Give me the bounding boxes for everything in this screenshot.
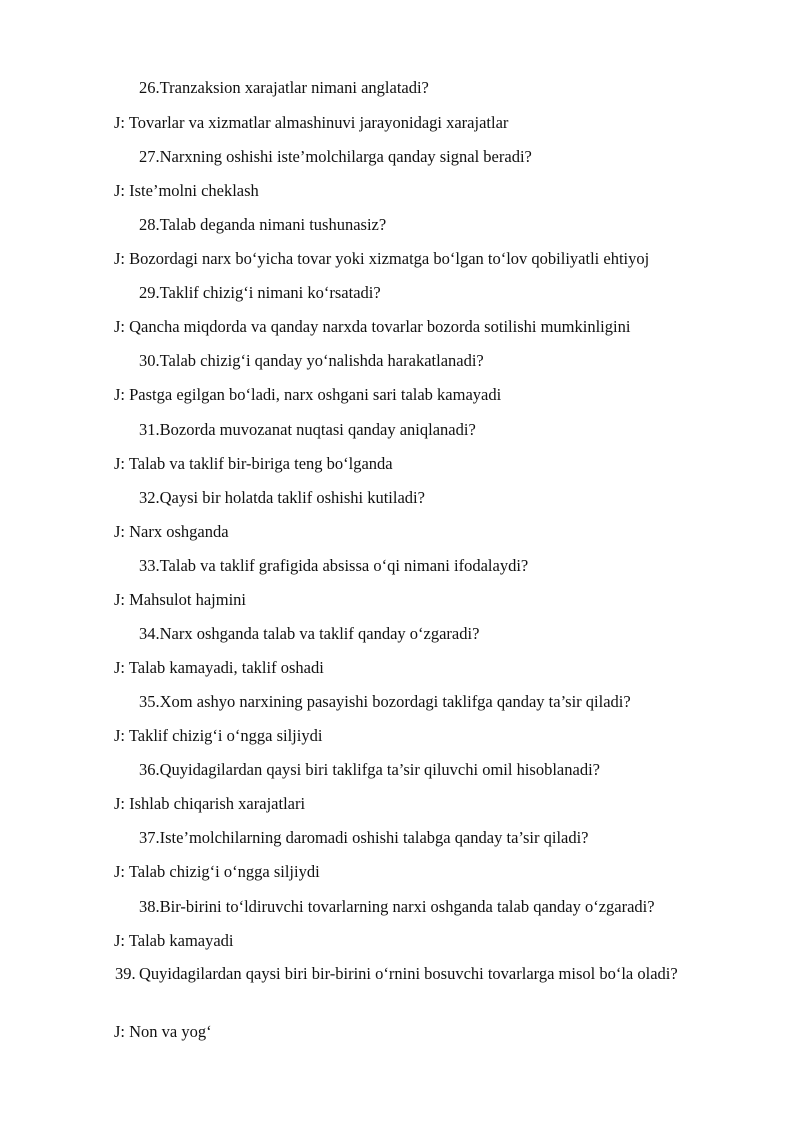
question-33: 33.Talab va taklif grafigida absissa o‘qi nimani ifodalaydi? (139, 556, 529, 575)
answer-28: J: Bozordagi narx bo‘yicha tovar yoki xizmatga bo‘lgan to‘lov qobiliyatli ehtiyoj (114, 249, 650, 268)
question-34: 34.Narx oshganda talab va taklif qanday o‘zgaradi? (139, 624, 480, 643)
question-29: 29.Taklif chizig‘i nimani ko‘rsatadi? (139, 283, 381, 302)
question-32: 32.Qaysi bir holatda taklif oshishi kutiladi? (139, 488, 425, 507)
answer-30: J: Pastga egilgan bo‘ladi, narx oshgani sari talab kamayadi (114, 385, 502, 404)
question-38: 38.Bir-birini to‘ldiruvchi tovarlarning narxi oshganda talab qanday o‘zgaradi? (139, 897, 655, 916)
answer-38: J: Talab kamayadi (114, 931, 234, 950)
answer-37: J: Talab chizig‘i o‘ngga siljiydi (114, 862, 320, 881)
question-26: 26.Tranzaksion xarajatlar nimani anglatadi? (139, 78, 429, 97)
question-39: 39. Quyidagilardan qaysi biri bir-birini o‘rnini bosuvchi tovarlarga misol bo‘la oladi? (115, 964, 678, 983)
answer-35: J: Taklif chizig‘i o‘ngga siljiydi (114, 726, 323, 745)
answer-39: J: Non va yog‘ (114, 1022, 212, 1041)
answer-33: J: Mahsulot hajmini (114, 590, 246, 609)
answer-26: J: Tovarlar va xizmatlar almashinuvi jarayonidagi xarajatlar (114, 113, 509, 132)
answer-29: J: Qancha miqdorda va qanday narxda tovarlar bozorda sotilishi mumkinligini (114, 317, 631, 336)
question-28: 28.Talab deganda nimani tushunasiz? (139, 215, 387, 234)
answer-36: J: Ishlab chiqarish xarajatlari (114, 794, 306, 813)
answer-32: J: Narx oshganda (114, 522, 229, 541)
answer-34: J: Talab kamayadi, taklif oshadi (114, 658, 324, 677)
answer-31: J: Talab va taklif bir-biriga teng bo‘lganda (114, 454, 393, 473)
question-37: 37.Iste’molchilarning daromadi oshishi talabga qanday ta’sir qiladi? (139, 828, 589, 847)
question-36: 36.Quyidagilardan qaysi biri taklifga ta’sir qiluvchi omil hisoblanadi? (139, 760, 600, 779)
question-35: 35.Xom ashyo narxining pasayishi bozordagi taklifga qanday ta’sir qiladi? (139, 692, 631, 711)
question-31: 31.Bozorda muvozanat nuqtasi qanday aniqlanadi? (139, 420, 476, 439)
question-30: 30.Talab chizig‘i qanday yo‘nalishda harakatlanadi? (139, 351, 484, 370)
question-27: 27.Narxning oshishi iste’molchilarga qanday signal beradi? (139, 147, 532, 166)
answer-27: J: Iste’molni cheklash (114, 181, 259, 200)
